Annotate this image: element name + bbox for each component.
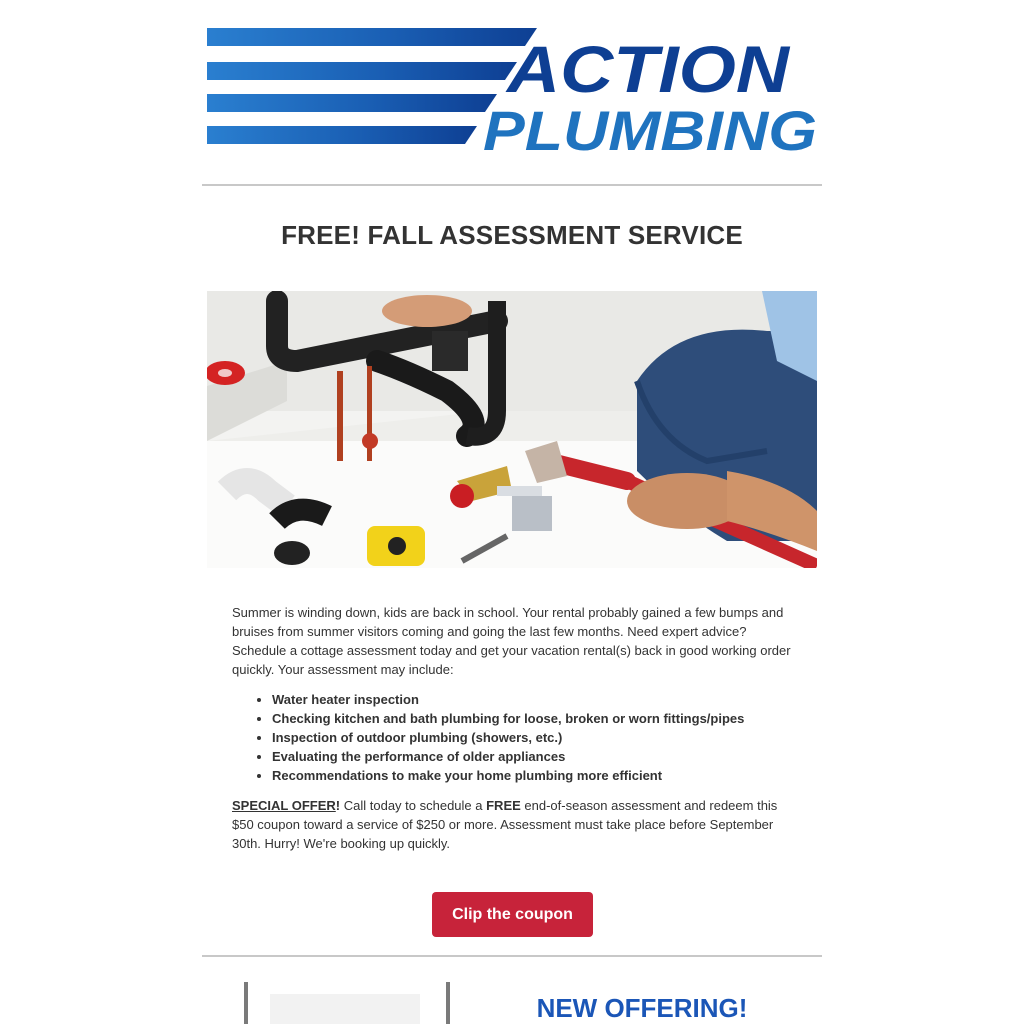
- offer-free: FREE: [486, 798, 521, 813]
- action-plumbing-logo[interactable]: [207, 24, 819, 158]
- list-item: • Water heater inspection: [272, 690, 794, 709]
- page-title: FREE! FALL ASSESSMENT SERVICE: [281, 220, 743, 250]
- assessment-checklist: [232, 690, 794, 785]
- clip-coupon-button[interactable]: Clip the coupon: [432, 892, 593, 937]
- intro-paragraph: Summer is winding down, kids are back in school. Your rental probably gained a few bumps and bruises from summer visitors coming and going the last few months. Need expert advice? Schedule a cottage assessment today and get your vacation rental(s) back in good working order quickly. Your assessment may include:: [232, 605, 791, 677]
- offer-text-before: Call today to schedule a: [340, 798, 487, 813]
- offer-text-after: end-of-season assessment and redeem this $50 coupon toward a service of $250 or more. Assessment must take place before September 30th. Hurry! We're booking up quickly.: [232, 798, 778, 851]
- special-offer-bang: !: [335, 798, 341, 813]
- new-offering-image: [240, 980, 458, 1024]
- special-offer-label: SPECIAL OFFER: [232, 798, 336, 813]
- header-divider: [202, 184, 822, 186]
- list-item: • Inspection of outdoor plumbing (showers, etc.): [272, 728, 794, 747]
- body-content: [232, 603, 794, 853]
- hero-image: [207, 291, 817, 568]
- special-offer-paragraph: [232, 796, 794, 853]
- new-offering-title: NEW OFFERING!: [536, 993, 748, 1023]
- list-item: • Checking kitchen and bath plumbing for loose, broken or worn fittings/pipes: [272, 709, 794, 728]
- list-item: • Recommendations to make your home plumbing more efficient: [272, 766, 794, 785]
- logo-line-action: ACTION: [504, 32, 791, 106]
- list-item: • Evaluating the performance of older appliances: [272, 747, 794, 766]
- logo-line-plumbing: PLUMBING: [483, 99, 817, 158]
- section-divider: [202, 955, 822, 957]
